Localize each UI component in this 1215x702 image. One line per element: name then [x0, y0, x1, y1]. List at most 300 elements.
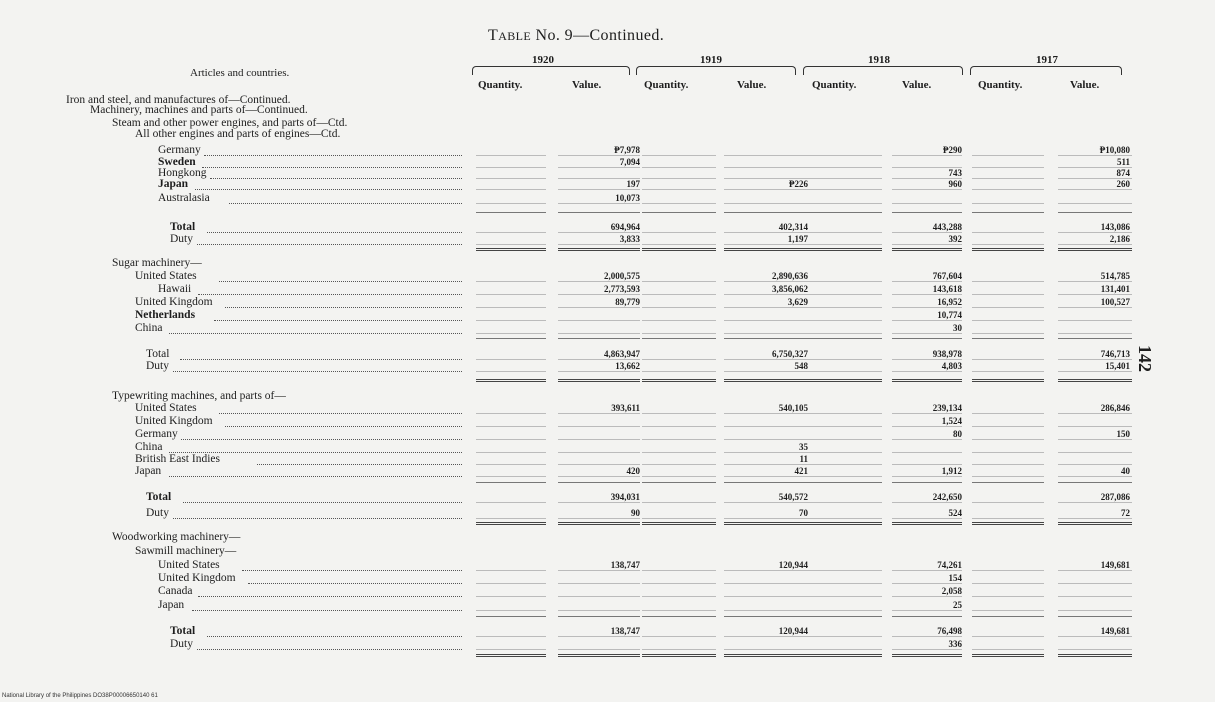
dot-leader [202, 167, 462, 168]
quantity-header: Quantity. [978, 79, 1023, 91]
total-rule [642, 482, 716, 483]
year-1920: 1920 [532, 54, 554, 66]
dot-leader [204, 155, 462, 156]
double-rule [892, 248, 962, 251]
value-cell: 35 [799, 442, 808, 452]
value-cell: 143,086 [1100, 222, 1130, 232]
quantity-header: Quantity. [644, 79, 689, 91]
quantity-header: Quantity. [812, 79, 857, 91]
total-rule [808, 616, 882, 617]
cell-rule [558, 518, 640, 519]
cell-rule [558, 232, 640, 233]
value-cell: 694,964 [610, 222, 640, 232]
cell-rule [1058, 570, 1132, 571]
cell-rule [972, 178, 1044, 179]
cell-rule [808, 167, 882, 168]
total-rule [476, 616, 546, 617]
cell-rule [558, 439, 640, 440]
cell-rule [642, 359, 716, 360]
value-cell: 2,000,575 [604, 271, 640, 281]
cell-rule [1058, 371, 1132, 372]
total-rule [558, 482, 640, 483]
row-label: Machinery, machines and parts of—Continued. [90, 104, 308, 116]
cell-rule [476, 413, 546, 414]
total-rule [724, 482, 808, 483]
cell-rule [972, 189, 1044, 190]
dot-leader [207, 232, 462, 233]
total-rule [972, 616, 1044, 617]
double-rule [476, 248, 546, 251]
dot-leader [242, 570, 462, 571]
row-label: Total [170, 625, 196, 637]
value-cell: 6,750,327 [772, 349, 808, 359]
value-cell: 138,747 [610, 626, 640, 636]
total-rule [892, 616, 962, 617]
cell-rule [724, 155, 808, 156]
cell-rule [558, 610, 640, 611]
cell-rule [558, 371, 640, 372]
double-rule [558, 654, 640, 657]
double-rule [1058, 379, 1132, 382]
total-rule [972, 482, 1044, 483]
value-cell: 149,681 [1100, 626, 1130, 636]
cell-rule [892, 203, 962, 204]
value-cell: 874 [1116, 168, 1130, 178]
cell-rule [972, 333, 1044, 334]
cell-rule [724, 320, 808, 321]
cell-rule [642, 502, 716, 503]
value-cell: 120,944 [778, 560, 808, 570]
cell-rule [642, 320, 716, 321]
value-cell: 143,618 [932, 284, 962, 294]
cell-rule [808, 502, 882, 503]
dot-leader [225, 426, 462, 427]
cell-rule [476, 502, 546, 503]
dot-leader [192, 610, 463, 611]
row-label: Germany [158, 144, 201, 156]
row-label: United Kingdom [158, 572, 236, 584]
cell-rule [1058, 583, 1132, 584]
cell-rule [892, 281, 962, 282]
cell-rule [892, 359, 962, 360]
cell-rule [892, 189, 962, 190]
value-cell: 3,629 [787, 297, 808, 307]
row-label: United Kingdom [135, 415, 213, 427]
value-cell: 239,134 [932, 403, 962, 413]
year-1917: 1917 [1036, 54, 1058, 66]
cell-rule [892, 596, 962, 597]
cell-rule [724, 333, 808, 334]
value-cell: 1,912 [941, 466, 962, 476]
cell-rule [476, 452, 546, 453]
row-label: Steam and other power engines, and parts of—Ctd. [112, 117, 348, 129]
cell-rule [724, 232, 808, 233]
total-rule [1058, 616, 1132, 617]
double-rule [892, 522, 962, 525]
value-cell: 7,094 [619, 157, 640, 167]
cell-rule [892, 244, 962, 245]
cell-rule [724, 307, 808, 308]
cell-rule [642, 518, 716, 519]
dot-leader [169, 333, 463, 334]
cell-rule [642, 426, 716, 427]
cell-rule [1058, 244, 1132, 245]
value-cell: 197 [626, 179, 640, 189]
dot-leader [219, 281, 462, 282]
cell-rule [558, 649, 640, 650]
cell-rule [972, 155, 1044, 156]
total-rule [892, 212, 962, 213]
value-cell: 767,604 [932, 271, 962, 281]
value-cell: 4,863,947 [604, 349, 640, 359]
row-label: Japan [158, 599, 185, 611]
cell-rule [1058, 476, 1132, 477]
cell-rule [892, 371, 962, 372]
value-cell: 40 [1121, 466, 1130, 476]
row-label: Hongkong [158, 167, 207, 179]
dot-leader [183, 502, 462, 503]
cell-rule [972, 167, 1044, 168]
value-cell: 154 [948, 573, 962, 583]
cell-rule [972, 307, 1044, 308]
double-rule [642, 379, 716, 382]
value-cell: 25 [953, 600, 962, 610]
cell-rule [476, 167, 546, 168]
cell-rule [558, 320, 640, 321]
cell-rule [476, 307, 546, 308]
cell-rule [808, 464, 882, 465]
cell-rule [972, 359, 1044, 360]
row-label: Total [146, 491, 172, 503]
cell-rule [724, 189, 808, 190]
value-cell: 524 [948, 508, 962, 518]
dot-leader [229, 203, 462, 204]
cell-rule [642, 167, 716, 168]
cell-rule [724, 359, 808, 360]
cell-rule [1058, 281, 1132, 282]
cell-rule [972, 203, 1044, 204]
cell-rule [972, 413, 1044, 414]
cell-rule [808, 583, 882, 584]
value-cell: 2,773,593 [604, 284, 640, 294]
dot-leader [197, 244, 462, 245]
value-header: Value. [1070, 79, 1100, 91]
cell-rule [558, 476, 640, 477]
cell-rule [476, 583, 546, 584]
dot-leader [210, 178, 462, 179]
cell-rule [892, 610, 962, 611]
dot-leader [197, 649, 462, 650]
cell-rule [558, 596, 640, 597]
value-cell: 511 [1116, 157, 1130, 167]
double-rule [972, 654, 1044, 657]
total-rule [558, 616, 640, 617]
value-cell: 402,314 [778, 222, 808, 232]
double-rule [558, 248, 640, 251]
cell-rule [1058, 464, 1132, 465]
cell-rule [808, 452, 882, 453]
cell-rule [892, 649, 962, 650]
cell-rule [972, 371, 1044, 372]
double-rule [558, 379, 640, 382]
cell-rule [892, 583, 962, 584]
double-rule [808, 522, 882, 525]
row-label: Japan [158, 178, 189, 190]
cell-rule [724, 294, 808, 295]
row-label: Hawaii [158, 283, 192, 295]
cell-rule [724, 413, 808, 414]
cell-rule [642, 294, 716, 295]
double-rule [642, 654, 716, 657]
cell-rule [724, 371, 808, 372]
cell-rule [558, 359, 640, 360]
value-cell: 100,527 [1100, 297, 1130, 307]
cell-rule [558, 583, 640, 584]
cell-rule [558, 203, 640, 204]
double-rule [476, 522, 546, 525]
cell-rule [972, 320, 1044, 321]
value-cell: 74,261 [937, 560, 962, 570]
double-rule [1058, 522, 1132, 525]
value-cell: 540,572 [778, 492, 808, 502]
double-rule [892, 379, 962, 382]
cell-rule [972, 232, 1044, 233]
cell-rule [476, 518, 546, 519]
total-rule [642, 212, 716, 213]
year-1918: 1918 [868, 54, 890, 66]
total-rule [724, 338, 808, 339]
cell-rule [476, 178, 546, 179]
dot-leader [198, 294, 462, 295]
value-cell: 2,058 [941, 586, 962, 596]
row-label: China [135, 322, 163, 334]
total-rule [1058, 212, 1132, 213]
dot-leader [198, 596, 462, 597]
row-label: Duty [146, 507, 169, 519]
double-rule [476, 379, 546, 382]
value-cell: 746,713 [1100, 349, 1130, 359]
cell-rule [558, 307, 640, 308]
cell-rule [808, 371, 882, 372]
double-rule [642, 522, 716, 525]
cell-rule [892, 570, 962, 571]
cell-rule [476, 155, 546, 156]
value-cell: 938,978 [932, 349, 962, 359]
row-label: Duty [146, 360, 169, 372]
cell-rule [558, 502, 640, 503]
cell-rule [642, 570, 716, 571]
value-cell: ₱290 [943, 145, 962, 155]
cell-rule [642, 439, 716, 440]
cell-rule [476, 294, 546, 295]
cell-rule [558, 413, 640, 414]
cell-rule [724, 518, 808, 519]
year-1919: 1919 [700, 54, 722, 66]
cell-rule [892, 320, 962, 321]
row-label: United States [135, 402, 197, 414]
cell-rule [476, 320, 546, 321]
double-rule [972, 522, 1044, 525]
cell-rule [1058, 452, 1132, 453]
cell-rule [724, 167, 808, 168]
cell-rule [476, 426, 546, 427]
double-rule [476, 654, 546, 657]
double-rule [724, 522, 808, 525]
value-cell: ₱226 [789, 179, 808, 189]
value-cell: 394,031 [610, 492, 640, 502]
value-cell: 443,288 [932, 222, 962, 232]
cell-rule [892, 502, 962, 503]
quantity-header: Quantity. [478, 79, 523, 91]
cell-rule [558, 244, 640, 245]
cell-rule [972, 294, 1044, 295]
total-rule [642, 616, 716, 617]
value-cell: 960 [948, 179, 962, 189]
cell-rule [808, 596, 882, 597]
cell-rule [808, 189, 882, 190]
row-label: Total [146, 348, 170, 360]
double-rule [808, 379, 882, 382]
cell-rule [972, 570, 1044, 571]
cell-rule [892, 333, 962, 334]
cell-rule [972, 502, 1044, 503]
cell-rule [972, 610, 1044, 611]
cell-rule [558, 294, 640, 295]
dot-leader [257, 464, 462, 465]
total-rule [476, 212, 546, 213]
cell-rule [558, 167, 640, 168]
cell-rule [642, 596, 716, 597]
cell-rule [642, 636, 716, 637]
cell-rule [892, 426, 962, 427]
value-cell: 3,833 [619, 234, 640, 244]
value-cell: 242,650 [932, 492, 962, 502]
dot-leader [207, 636, 462, 637]
cell-rule [558, 636, 640, 637]
cell-rule [642, 610, 716, 611]
cell-rule [642, 333, 716, 334]
double-rule [724, 248, 808, 251]
value-cell: 131,401 [1100, 284, 1130, 294]
cell-rule [476, 649, 546, 650]
total-rule [1058, 482, 1132, 483]
value-header: Value. [737, 79, 767, 91]
dot-leader [173, 518, 462, 519]
dot-leader [173, 371, 462, 372]
row-label: Japan [135, 465, 162, 477]
value-cell: 286,846 [1100, 403, 1130, 413]
total-rule [892, 482, 962, 483]
value-cell: 1,197 [787, 234, 808, 244]
value-cell: 10,073 [615, 193, 640, 203]
cell-rule [972, 476, 1044, 477]
cell-rule [808, 333, 882, 334]
cell-rule [808, 244, 882, 245]
row-label: All other engines and parts of engines—Ctd. [135, 128, 341, 140]
cell-rule [972, 596, 1044, 597]
cell-rule [558, 452, 640, 453]
value-cell: 2,890,636 [772, 271, 808, 281]
dot-leader [181, 439, 462, 440]
double-rule [1058, 654, 1132, 657]
cell-rule [724, 636, 808, 637]
cell-rule [892, 413, 962, 414]
cell-rule [808, 178, 882, 179]
cell-rule [1058, 610, 1132, 611]
total-rule [476, 482, 546, 483]
cell-rule [642, 189, 716, 190]
cell-rule [558, 426, 640, 427]
value-cell: 15,401 [1105, 361, 1130, 371]
cell-rule [476, 333, 546, 334]
cell-rule [972, 583, 1044, 584]
cell-rule [476, 189, 546, 190]
row-label: Iron and steel, and manufactures of—Continued. [66, 94, 291, 106]
total-rule [808, 482, 882, 483]
cell-rule [808, 307, 882, 308]
value-cell: 1,524 [941, 416, 962, 426]
cell-rule [558, 281, 640, 282]
double-rule [558, 522, 640, 525]
cell-rule [642, 371, 716, 372]
row-label: Woodworking machinery— [112, 531, 241, 543]
cell-rule [724, 464, 808, 465]
cell-rule [1058, 502, 1132, 503]
row-label: Sawmill machinery— [135, 545, 237, 557]
cell-rule [476, 476, 546, 477]
cell-rule [972, 518, 1044, 519]
value-cell: 120,944 [778, 626, 808, 636]
value-cell: 260 [1116, 179, 1130, 189]
value-cell: 540,105 [778, 403, 808, 413]
cell-rule [1058, 189, 1132, 190]
cell-rule [972, 439, 1044, 440]
cell-rule [724, 281, 808, 282]
dot-leader [169, 476, 463, 477]
cell-rule [972, 426, 1044, 427]
value-cell: 2,186 [1109, 234, 1130, 244]
cell-rule [1058, 518, 1132, 519]
double-rule [892, 654, 962, 657]
cell-rule [642, 155, 716, 156]
cell-rule [808, 636, 882, 637]
total-rule [724, 616, 808, 617]
double-rule [642, 248, 716, 251]
dot-leader [180, 359, 463, 360]
dot-leader [195, 189, 462, 190]
cell-rule [724, 570, 808, 571]
cell-rule [476, 439, 546, 440]
cell-rule [972, 281, 1044, 282]
value-cell: 4,803 [941, 361, 962, 371]
cell-rule [808, 426, 882, 427]
value-cell: 16,952 [937, 297, 962, 307]
cell-rule [724, 452, 808, 453]
total-rule [724, 212, 808, 213]
cell-rule [1058, 155, 1132, 156]
double-rule [1058, 248, 1132, 251]
double-rule [972, 379, 1044, 382]
row-label: Sugar machinery— [112, 257, 202, 269]
row-label: United States [158, 559, 220, 571]
cell-rule [808, 649, 882, 650]
cell-rule [724, 439, 808, 440]
cell-rule [642, 413, 716, 414]
row-label: Duty [170, 638, 193, 650]
cell-rule [892, 307, 962, 308]
page-title: TABLE No. 9—Continued. [488, 27, 665, 44]
cell-rule [892, 155, 962, 156]
